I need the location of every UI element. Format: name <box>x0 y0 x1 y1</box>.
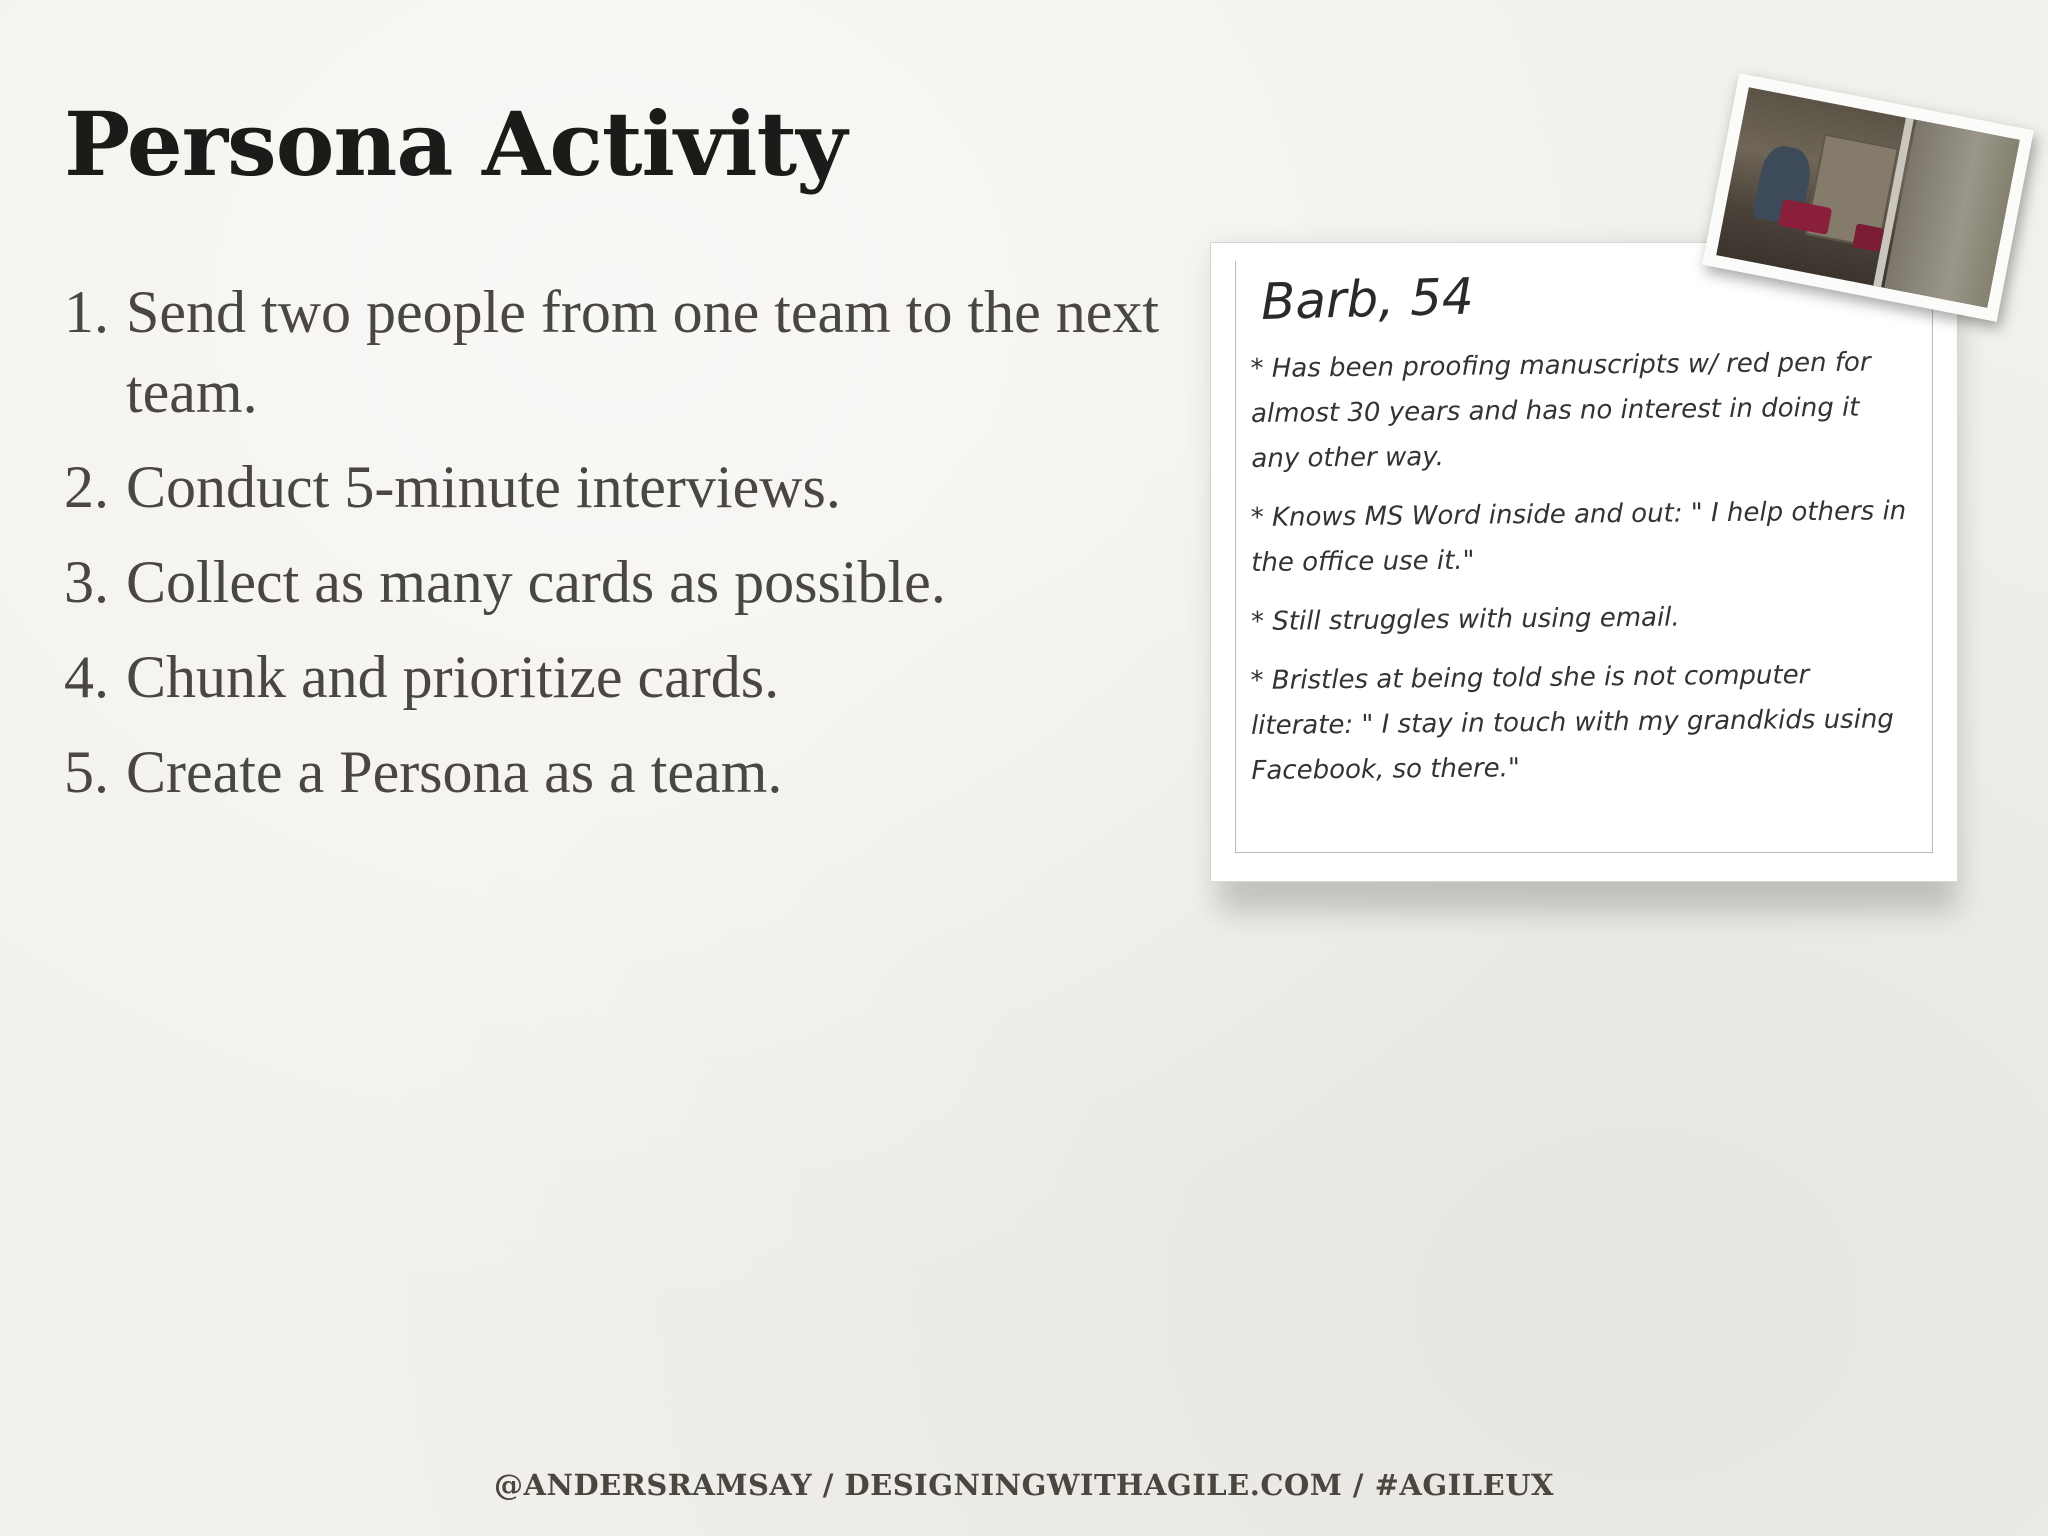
persona-name: Barb, 54 <box>1260 267 1475 331</box>
step-text: Collect as many cards as possible. <box>126 549 946 615</box>
activity-steps-list <box>64 272 1184 827</box>
step-number: 4. <box>64 644 109 710</box>
persona-notes <box>1251 347 1911 808</box>
step-item <box>64 542 1184 622</box>
persona-note: * Knows MS Word inside and out: " I help others in the office use it." <box>1250 496 1907 578</box>
step-number: 1. <box>64 279 109 345</box>
step-text: Conduct 5-minute interviews. <box>126 454 841 520</box>
persona-note: * Bristles at being told she is not computer literate: " I stay in touch with my grandkids using Facebook, so there." <box>1250 660 1895 786</box>
office-photo-image <box>1716 87 2020 308</box>
step-item <box>64 272 1184 432</box>
step-number: 2. <box>64 454 109 520</box>
footer-credits: @ANDERSRAMSAY / DESIGNINGWITHAGILE.COM / #AGILEUX <box>493 1468 1555 1502</box>
persona-card <box>1210 242 1958 882</box>
step-number: 3. <box>64 549 109 615</box>
step-text: Send two people from one team to the next team. <box>126 279 1160 425</box>
slide-title: Persona Activity <box>64 92 847 196</box>
step-text: Create a Persona as a team. <box>126 739 783 805</box>
step-item <box>64 447 1184 527</box>
step-item <box>64 732 1184 812</box>
persona-note: * Still struggles with using email. <box>1250 602 1680 637</box>
step-item <box>64 637 1184 717</box>
photo-chair <box>1853 223 1885 252</box>
persona-note: * Has been proofing manuscripts w/ red pen for almost 30 years and has no interest in doing it any other way. <box>1250 347 1871 474</box>
step-number: 5. <box>64 739 109 805</box>
step-text: Chunk and prioritize cards. <box>126 644 780 710</box>
